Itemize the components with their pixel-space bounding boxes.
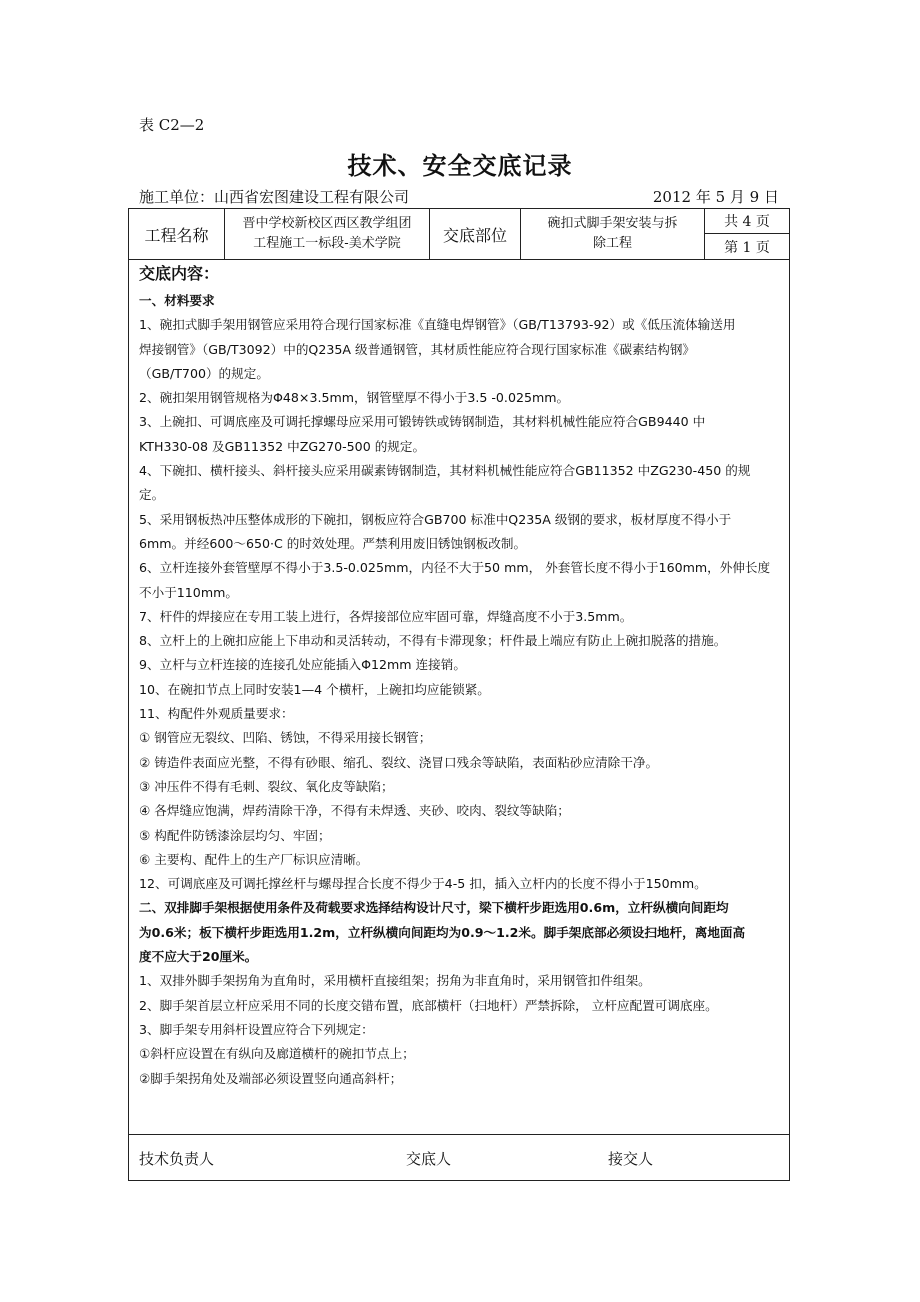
signature-row	[129, 1134, 789, 1181]
content-line: 10、在碗扣节点上同时安装1—4 个横杆，上碗扣均应能锁紧。	[139, 681, 490, 697]
disclosure-part-line-1: 碗扣式脚手架安装与拆	[547, 216, 678, 231]
content-line: 1、碗扣式脚手架用钢管应采用符合现行国家标准《直缝电焊钢管》（GB/T13793-92）或《低压流体输送用	[139, 317, 736, 333]
project-name-label: 工程名称	[129, 209, 225, 259]
content-line: 8、立杆上的上碗扣应能上下串动和灵活转动，不得有卡滞现象；杆件最上端应有防止上碗扣脱落的措施。	[139, 633, 727, 649]
disclosure-part-value	[521, 209, 705, 259]
content-line: ⑥ 主要构、配件上的生产厂标识应清晰。	[139, 851, 369, 867]
unit-row	[139, 186, 779, 208]
table-header-row	[129, 209, 789, 260]
content-line: ④ 各焊缝应饱满，焊药清除干净，不得有未焊透、夹砂、咬肉、裂纹等缺陷；	[139, 803, 570, 819]
disclosure-part-label: 交底部位	[430, 209, 521, 259]
tech-lead-signature: 技术负责人	[139, 1150, 215, 1168]
content-heading: 交底内容：	[139, 264, 220, 283]
record-table	[128, 208, 790, 1181]
content-line: （GB/T700）的规定。	[139, 365, 269, 381]
content-line: 9、立杆与立杆连接的连接孔处应能插入Φ12mm 连接销。	[139, 657, 466, 673]
project-name-value	[225, 209, 430, 259]
project-name-line-2: 工程施工一标段-美术学院	[253, 236, 401, 251]
disclosure-date: 2012 年 5 月 9 日	[652, 188, 779, 206]
disclosure-part-line-2: 除工程	[592, 236, 632, 251]
content-line: 4、下碗扣、横杆接头、斜杆接头应采用碳素铸钢制造，其材料机械性能应符合GB11352 中ZG230-450 的规	[139, 463, 751, 479]
page-info	[705, 209, 789, 259]
discloser-signature: 交底人	[406, 1150, 452, 1168]
content-line: 12、可调底座及可调托撑丝杆与螺母捏合长度不得少于4-5 扣，插入立杆内的长度不得小于150mm。	[139, 876, 707, 892]
content-line: 6、立杆连接外套管壁厚不得小于3.5-0.025mm，内径不大于50 mm， 外套管长度不得小于160mm，外伸长度	[139, 560, 771, 576]
content-line: 一、材料要求	[139, 293, 215, 308]
content-line: ①斜杆应设置在有纵向及廊道横杆的碗扣节点上；	[139, 1046, 415, 1062]
content-line: 焊接钢管》（GB/T3092）中的Q235A 级普通钢管，其材质性能应符合现行国家标准《碳素结构钢》	[139, 341, 696, 357]
content-line: 6mm。并经600～650·C 的时效处理。严禁利用废旧锈蚀钢板改制。	[139, 535, 527, 551]
content-line: 1、双排外脚手架拐角为直角时，采用横杆直接组架；拐角为非直角时，采用钢管扣件组架。	[139, 973, 651, 989]
content-line: ②脚手架拐角处及端部必须设置竖向通高斜杆；	[139, 1070, 403, 1086]
content-line: 为0.6米；板下横杆步距选用1.2m，立杆纵横向间距均为0.9～1.2米。脚手架底部必须设扫地杆，离地面高	[139, 924, 746, 940]
content-line: ③ 冲压件不得有毛刺、裂纹、氧化皮等缺陷；	[139, 778, 394, 794]
pages-total: 共 4 页	[705, 209, 789, 234]
content-line: 3、脚手架专用斜杆设置应符合下列规定：	[139, 1021, 374, 1037]
project-name-line-1: 晋中学校新校区西区教学组团	[242, 216, 412, 231]
content-line: 二、双排脚手架根据使用条件及荷载要求选择结构设计尺寸，梁下横杆步距选用0.6m，立杆纵横向间距均	[139, 900, 729, 916]
content-line: 度不应大于20厘米。	[139, 949, 258, 965]
receiver-signature: 接交人	[608, 1150, 654, 1168]
content-line: ② 铸造件表面应光整，不得有砂眼、缩孔、裂纹、浇冒口残余等缺陷，表面粘砂应清除干净。	[139, 754, 659, 770]
content-line: 不小于110mm。	[139, 584, 238, 600]
content-line: KTH330-08 及GB11352 中ZG270-500 的规定。	[139, 438, 426, 454]
content-line: 定。	[139, 487, 165, 503]
content-line: 7、杆件的焊接应在专用工装上进行，各焊接部位应牢固可靠，焊缝高度不小于3.5mm。	[139, 608, 633, 624]
document-title: 技术、安全交底记录	[347, 151, 573, 180]
content-line: 2、碗扣架用钢管规格为Φ48×3.5mm，钢管壁厚不得小于3.5 -0.025mm。	[139, 390, 570, 406]
content-line: ① 钢管应无裂纹、凹陷、锈蚀，不得采用接长钢管；	[139, 730, 432, 746]
content-lines	[139, 289, 787, 1091]
content-line: 11、构配件外观质量要求：	[139, 706, 294, 722]
disclosure-content	[139, 261, 787, 1091]
content-line: 2、脚手架首层立杆应采用不同的长度交错布置，底部横杆（扫地杆）严禁拆除， 立杆应配置可调底座。	[139, 997, 718, 1013]
content-line: 5、采用钢板热冲压整体成形的下碗扣，钢板应符合GB700 标准中Q235A 级钢的要求，板材厚度不得小于	[139, 511, 732, 527]
page-current: 第 1 页	[724, 239, 770, 256]
content-line: 3、上碗扣、可调底座及可调托撑螺母应采用可锻铸铁或铸钢制造，其材料机械性能应符合GB9440 中	[139, 414, 706, 430]
form-number: 表 C2—2	[139, 116, 205, 134]
content-line: ⑤ 构配件防锈漆涂层均匀、牢固；	[139, 827, 331, 843]
construction-unit: 施工单位：山西省宏图建设工程有限公司	[139, 188, 410, 206]
